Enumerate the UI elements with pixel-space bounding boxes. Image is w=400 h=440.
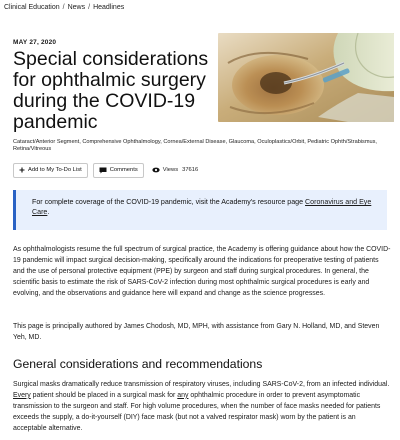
section-heading: General considerations and recommendations: [13, 357, 263, 371]
breadcrumb-clinical-education[interactable]: Clinical Education: [4, 4, 60, 11]
authors-paragraph: This page is principally authored by James Chodosh, MD, MPH, with assistance from Gary N. Holland, MD, and Steven Yeh, MD.: [13, 323, 380, 341]
plus-icon: [19, 167, 25, 173]
views-label: Views: [162, 167, 179, 173]
add-to-do-list-button[interactable]: [13, 163, 88, 178]
masks-text-b: patient should be placed in a surgical mask for: [30, 391, 178, 399]
article-actions: [13, 162, 198, 178]
add-to-do-list-label: Add to My To-Do List: [28, 167, 82, 173]
masks-paragraph: [13, 380, 391, 435]
breadcrumb-news[interactable]: News: [67, 4, 86, 11]
any-emphasis: any: [177, 391, 189, 399]
surgery-photo: [218, 33, 394, 122]
views-count: 37616: [182, 167, 199, 173]
comment-icon: [99, 167, 107, 174]
masks-text-a: Surgical masks dramatically reduce transmission of respiratory viruses, including SARS-CoV-2, from an infected individual.: [13, 381, 390, 388]
views-counter: [152, 167, 198, 173]
breadcrumb-separator: /: [62, 4, 65, 11]
intro-paragraph: As ophthalmologists resume the full spectrum of surgical practice, the Academy is offering guidance about how the COVID-19 pandemic will impact surgical decision-making, specifically around the indications for preoperative testing of patients and the use of personal protective equipment (PPE) by surgeon and staff during surgical procedures. In general, the scientific basis to estimate the risk of SARS-CoV-2 infection during most ophthalmic surgical procedures is early and evolving, and the observations and guidance here will expand and change as the science progresses.: [13, 246, 391, 297]
resource-callout: [13, 190, 387, 230]
hero-image: [218, 33, 394, 122]
article-topics: Cataract/Anterior Segment, Comprehensive Ophthalmology, Cornea/External Disease, Glaucoma, Oculoplastics/Orbit, Pediatric Ophth/Strabismus, Retina/Vitreous: [13, 139, 377, 152]
every-emphasis: Every: [13, 391, 31, 399]
breadcrumb-headlines[interactable]: Headlines: [93, 4, 125, 11]
callout-text: For complete coverage of the COVID-19 pandemic, visit the Academy's resource page: [32, 198, 304, 206]
page-title: Special considerations for ophthalmic surgery during the COVID-19 pandemic: [13, 48, 209, 133]
callout-end: .: [47, 207, 50, 216]
article-date: MAY 27, 2020: [13, 39, 57, 46]
comments-button[interactable]: [93, 163, 144, 178]
breadcrumb-separator: /: [88, 4, 91, 11]
masks-text-c: ophthalmic procedure in order to prevent asymptomatic transmission to the surgeon and staff. For high volume procedures, when the number of face masks needed for patients exceeds the supply, a do-it-yourself (DIY) face mask (but not a valved respirator mask) worn by the patient is an acceptable alternative.: [13, 391, 381, 432]
comments-label: Comments: [109, 167, 138, 173]
coronavirus-eye-care-link[interactable]: Coronavirus and Eye Care: [32, 198, 372, 216]
eye-icon: [152, 167, 160, 173]
breadcrumb: [4, 4, 124, 11]
